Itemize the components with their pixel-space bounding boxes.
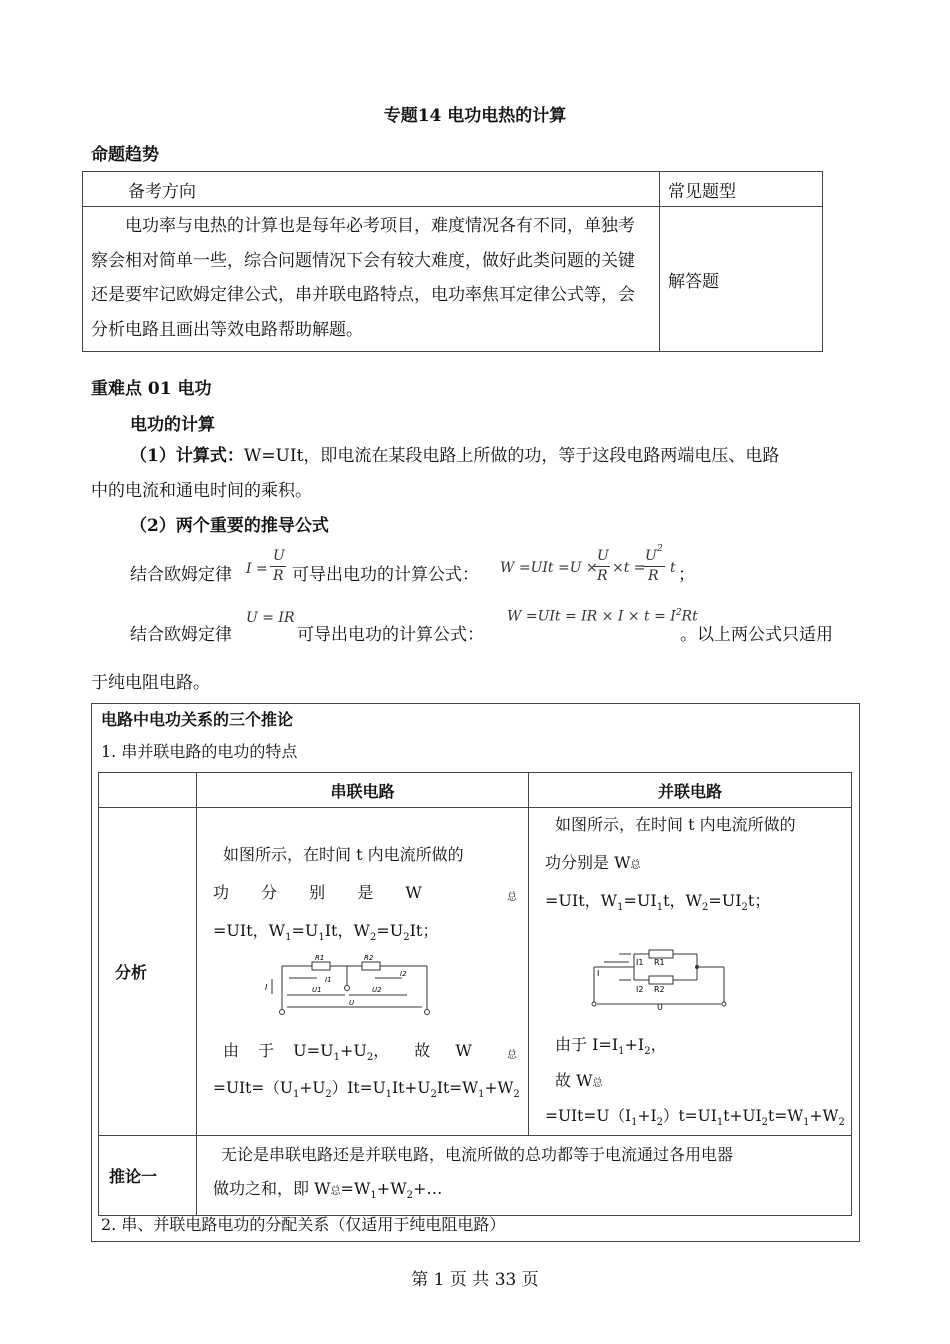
- t: =U: [376, 921, 404, 940]
- s: 总: [330, 1186, 341, 1197]
- series-text-1: 如图所示，在时间 t 内电流所做的: [223, 845, 464, 864]
- t: +U: [299, 1079, 326, 1097]
- t: =UIt=（U: [213, 1079, 293, 1097]
- page-title: 专题14 电功电热的计算: [383, 106, 567, 126]
- t: ，: [650, 1035, 667, 1054]
- work-formula-2: [507, 608, 698, 625]
- s: 2: [644, 1046, 651, 1058]
- label-i: I: [597, 969, 600, 978]
- s: 2: [325, 1089, 332, 1101]
- t: 做功之和，即 W: [213, 1179, 331, 1198]
- trend-col1-header: 备考方向: [83, 172, 660, 207]
- derive1-end: ；: [678, 565, 695, 585]
- label-r1: R1: [654, 958, 665, 967]
- sub-total: 总: [507, 1050, 517, 1061]
- ohm1-lhs: I =: [246, 561, 268, 577]
- label-u2: U2: [372, 986, 382, 994]
- t: +W: [376, 1179, 407, 1198]
- label-i2: I2: [636, 985, 644, 994]
- parallel-text-5: [555, 1068, 603, 1091]
- t: It；: [409, 921, 439, 940]
- s: 2: [761, 1117, 769, 1129]
- s: 2: [656, 1117, 663, 1129]
- table-corner-cell: [99, 773, 197, 808]
- parallel-text-6: [545, 1104, 845, 1128]
- trend-table: [82, 171, 823, 352]
- s: 1: [370, 1190, 377, 1202]
- item1-text-b: 中的电流和通电时间的乘积。: [91, 481, 312, 501]
- label-i1: I1: [636, 958, 644, 967]
- corollary-line-1: 无论是串联电路还是并联电路，电流所做的总功都等于电流通过各用电器: [221, 1145, 734, 1164]
- ohm1-den: R: [273, 568, 284, 584]
- series-parallel-table: [98, 772, 852, 1216]
- t: +…: [413, 1179, 443, 1198]
- s: 2: [430, 1089, 437, 1101]
- s: 1: [285, 932, 292, 944]
- work1-num: U: [597, 548, 609, 564]
- s: 1: [385, 1089, 393, 1101]
- ohm-formula-1: [246, 546, 290, 588]
- s: 2: [701, 902, 709, 914]
- s: 总: [630, 860, 641, 871]
- fraction-bar: [643, 566, 665, 567]
- box-item1: 1. 串并联电路的电功的特点: [101, 742, 298, 761]
- series-text-2: [213, 880, 481, 903]
- label-r2: R2: [364, 954, 374, 962]
- item1-text-a: W=UIt，即电流在某段电路上所做的功，等于这段电路两端电压、电路: [243, 446, 780, 466]
- fraction-bar: [594, 566, 610, 567]
- row-corollary-label: 推论一: [99, 1136, 197, 1216]
- s: 1: [333, 1052, 340, 1064]
- t: 功分别是 W: [545, 853, 631, 872]
- label-u1: U1: [312, 986, 322, 994]
- label-r1: R1: [315, 954, 325, 962]
- work1-sup: 2: [657, 544, 663, 554]
- t: =UI: [623, 891, 657, 910]
- label-i1: I1: [325, 976, 332, 984]
- s: 1: [617, 902, 624, 914]
- t: =U: [291, 921, 319, 940]
- t: =UIt，W: [213, 921, 286, 940]
- ohm1-num: U: [273, 548, 285, 564]
- label-i2: I2: [400, 970, 407, 978]
- page-footer: 第 1 页 共 33 页: [411, 1270, 539, 1290]
- s: 2: [838, 1117, 845, 1129]
- item1-line: [130, 441, 779, 466]
- t: t+UI: [723, 1107, 762, 1125]
- col-series-header: 串联电路: [197, 773, 529, 808]
- s: 1: [716, 1117, 724, 1129]
- t: 由于 I=I: [555, 1035, 619, 1054]
- section-heading-trend: 命题趋势: [91, 145, 159, 165]
- s: 2: [403, 932, 410, 944]
- t: =W: [340, 1179, 371, 1198]
- item2-label: （2）两个重要的推导公式: [130, 516, 329, 536]
- derive2-tail: 于纯电阻电路。: [91, 673, 210, 693]
- label-i: I: [265, 983, 268, 992]
- s: 2: [741, 902, 748, 914]
- t: ， 故 W: [373, 1041, 472, 1060]
- s: 2: [369, 932, 377, 944]
- t: =UIt，W: [545, 891, 618, 910]
- label-u: U: [349, 999, 355, 1007]
- label-r2: R2: [654, 985, 665, 994]
- parallel-text-1: 如图所示，在时间 t 内电流所做的: [555, 815, 796, 834]
- item1-label: （1）计算式：: [130, 446, 244, 466]
- derive1-text-a: 结合欧姆定律: [130, 565, 232, 585]
- work1-b: ×t =: [612, 560, 646, 576]
- work1-den: R: [597, 568, 608, 584]
- t: =UI: [708, 891, 742, 910]
- t: 由 于 U=U: [223, 1041, 334, 1060]
- t: t=W: [768, 1107, 804, 1125]
- parallel-circuit-diagram: [589, 932, 779, 1012]
- derive1-text-b: 可导出电功的计算公式：: [292, 565, 479, 585]
- s: 1: [318, 932, 325, 944]
- work1-den2: R: [648, 568, 659, 584]
- s: 1: [292, 1089, 300, 1101]
- sub-total: 总: [507, 892, 517, 903]
- s: 1: [803, 1117, 810, 1129]
- corollary-cell: [197, 1136, 852, 1216]
- series-text-4: [223, 1038, 485, 1063]
- work1-c: t: [670, 560, 676, 576]
- parallel-analysis-cell: [529, 808, 852, 1136]
- s: 2: [406, 1190, 414, 1202]
- fraction-bar: [270, 566, 286, 567]
- s: 1: [631, 1117, 638, 1129]
- trend-col1-body: 电功率与电热的计算也是每年必考项目，难度情况各有不同，单独考察会相对简单一些，综合问题情况下会有较大难度，做好此类问题的关键还是要牢记欧姆定律公式，串并联电路特点，电功率焦耳定律公式等，会分析电路且画出等效电路帮助解题。: [83, 207, 660, 352]
- t: t，W: [663, 891, 702, 910]
- parallel-text-2: [545, 850, 641, 873]
- t: 故 W: [555, 1071, 593, 1090]
- series-text-5: [213, 1076, 520, 1100]
- box-title: 电路中电功关系的三个推论: [101, 710, 294, 729]
- s: 1: [478, 1089, 485, 1101]
- s: 2: [366, 1052, 374, 1064]
- s: 1: [656, 902, 664, 914]
- work1-a: W =UIt =U ×: [500, 560, 598, 576]
- t: It，W: [324, 921, 370, 940]
- t: It+U: [392, 1079, 431, 1097]
- key-point-heading: 重难点 01 电功: [91, 379, 212, 399]
- work2-sup: 2: [675, 608, 682, 618]
- t: +W: [809, 1107, 839, 1125]
- t: +I: [637, 1107, 657, 1125]
- ohm-formula-2: U = IR: [246, 610, 295, 626]
- series-text-3: [213, 918, 438, 943]
- t: It=W: [436, 1079, 479, 1097]
- box-item2: 2. 串、并联电路电功的分配关系（仅适用于纯电阻电路）: [101, 1215, 506, 1234]
- s: 2: [513, 1089, 520, 1101]
- t: t；: [747, 891, 771, 910]
- t: +W: [484, 1079, 514, 1097]
- work-formula-1: [500, 546, 680, 588]
- corollary-line-2: [213, 1172, 843, 1213]
- parallel-text-4: [555, 1032, 667, 1057]
- subheading-work-calc: 电功的计算: [130, 415, 215, 435]
- work1-num2: U: [645, 548, 657, 564]
- trend-col2-body: 解答题: [660, 207, 823, 352]
- parallel-text-3: [545, 888, 770, 913]
- series-circuit-diagram: [257, 954, 437, 1024]
- derive2-text-b: 可导出电功的计算公式：: [297, 625, 484, 645]
- s: 总: [592, 1078, 603, 1089]
- t: ）It=U: [331, 1079, 386, 1097]
- series-analysis-cell: [197, 808, 529, 1136]
- work2-main: W =UIt = IR × I × t = I: [507, 608, 676, 625]
- series-text-2a: 功 分 别 是 W: [213, 883, 422, 902]
- derive2-end: 。以上两公式只适用: [680, 625, 833, 645]
- t: +I: [624, 1035, 645, 1054]
- t: +U: [339, 1041, 367, 1060]
- t: ）t=UI: [662, 1107, 717, 1125]
- trend-col2-header: 常见题型: [660, 172, 823, 207]
- derive2-text-a: 结合欧姆定律: [130, 625, 232, 645]
- s: 1: [618, 1046, 625, 1058]
- work2-end: Rt: [681, 608, 698, 625]
- t: =UIt=U（I: [545, 1107, 632, 1125]
- row-analysis-label: 分析: [99, 808, 197, 1136]
- col-parallel-header: 并联电路: [529, 773, 852, 808]
- label-u: U: [657, 1003, 663, 1012]
